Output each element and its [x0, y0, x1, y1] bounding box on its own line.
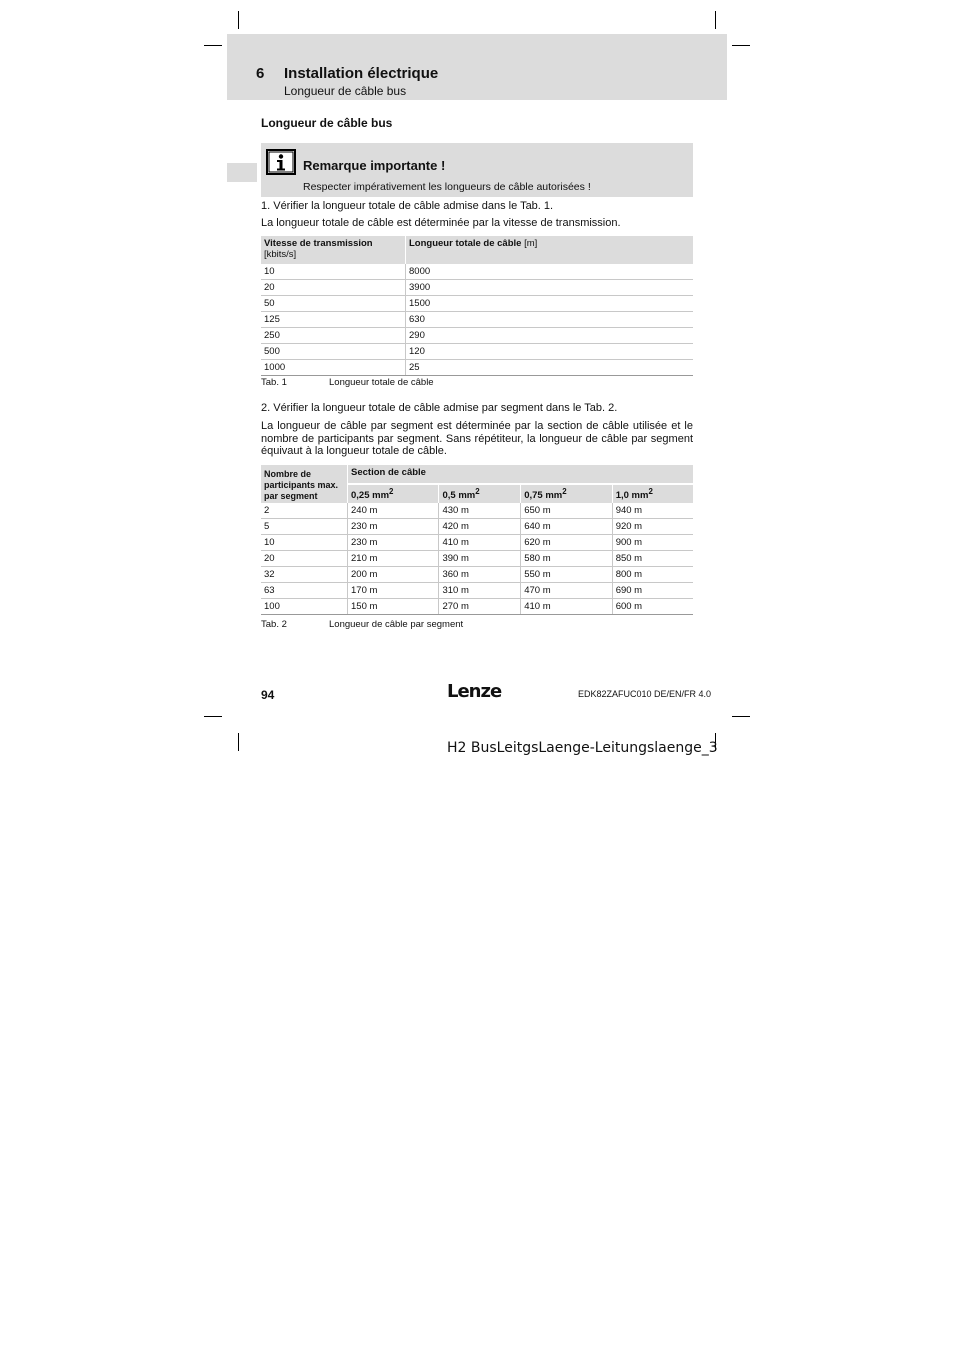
table-row: 63 170 m 310 m 470 m 690 m	[261, 583, 693, 599]
table2-col-05: 0,5 $mm^2$	[439, 484, 521, 503]
section-heading: Longueur de câble bus	[261, 116, 393, 130]
note-text: Respecter impérativement les longueurs de câble autorisées !	[303, 181, 591, 193]
table-row: 32 200 m 360 m 550 m 800 m	[261, 567, 693, 583]
table-row: 250 290	[261, 328, 693, 344]
note-box	[261, 143, 693, 197]
paragraph-transmission: La longueur totale de câble est déterminée par la vitesse de transmission.	[261, 217, 621, 229]
table-row: 500 120	[261, 344, 693, 360]
step-2: 2. Vérifier la longueur totale de câble admise par segment dans le Tab. 2.	[261, 402, 618, 414]
page-number: 94	[261, 688, 275, 702]
step-1: 1. Vérifier la longueur totale de câble admise dans le Tab. 1.	[261, 200, 554, 212]
table2-header-participants: Nombre de participants max. par segment	[261, 465, 348, 503]
note-title: Remarque importante !	[303, 158, 446, 173]
document-reference: EDK82ZAFUC010 DE/EN/FR 4.0	[578, 689, 712, 699]
table-row: 10 8000	[261, 264, 693, 280]
table-segment-cable-length	[261, 465, 693, 615]
info-icon	[266, 149, 296, 175]
table-row: 20 3900	[261, 280, 693, 296]
table2-col-075: 0,75 $mm^2$	[521, 484, 612, 503]
footer-label: H2 BusLeitgsLaenge-Leitungslaenge_3	[447, 740, 718, 756]
paragraph-segment: La longueur de câble par segment est déterminée par la section de câble utilisée et le nombre de participants par segment. Sans répétiteur, la longueur de câble par segment équivaut à la longueur totale de câble.	[261, 420, 693, 457]
table-row: 5 230 m 420 m 640 m 920 m	[261, 519, 693, 535]
table1-header-speed: Vitesse de transmission [kbits/s]	[261, 236, 406, 264]
crop-mark	[238, 733, 239, 751]
side-tab-marker	[227, 163, 257, 182]
crop-mark	[238, 11, 239, 29]
table-total-cable-length	[261, 236, 693, 376]
crop-mark	[204, 716, 222, 717]
table2-col-025: 0,25 $mm^2$	[348, 484, 439, 503]
table2-header-section: Section de câble	[348, 465, 694, 484]
chapter-title: Installation électrique	[284, 65, 439, 82]
table-row: 10 230 m 410 m 620 m 900 m	[261, 535, 693, 551]
crop-mark	[715, 11, 716, 29]
table1-header-length: Longueur totale de câble [m]	[406, 236, 694, 264]
table1-caption: Tab. 1 Longueur totale de câble	[261, 377, 434, 388]
table-row: 1000 25	[261, 360, 693, 376]
chapter-number: 6	[256, 65, 265, 82]
chapter-subtitle: Longueur de câble bus	[284, 84, 407, 98]
crop-mark	[732, 45, 750, 46]
table2-col-10: 1,0 $mm^2$	[612, 484, 693, 503]
crop-mark	[204, 45, 222, 46]
table-row: 50 1500	[261, 296, 693, 312]
lenze-logo: Lenze	[447, 681, 502, 702]
table-row: 20 210 m 390 m 580 m 850 m	[261, 551, 693, 567]
table2-caption: Tab. 2 Longueur de câble par segment	[261, 619, 464, 630]
table-row: 2 240 m 430 m 650 m 940 m	[261, 503, 693, 519]
table-row: 100 150 m 270 m 410 m 600 m	[261, 599, 693, 615]
table-row: 125 630	[261, 312, 693, 328]
crop-mark	[732, 716, 750, 717]
